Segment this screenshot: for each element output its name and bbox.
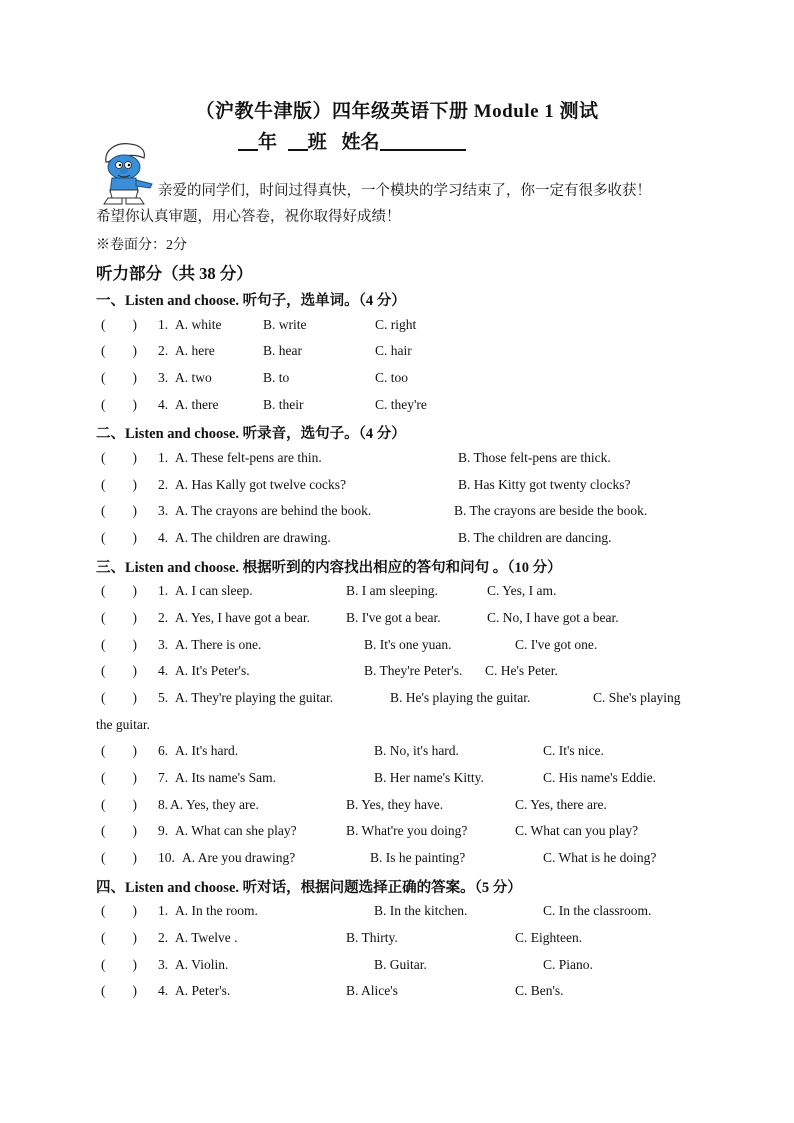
section-4-title: 四、Listen and choose. 听对话，根据问题选择正确的答案。（5 分） (96, 880, 522, 896)
option-c: C. they're (375, 397, 427, 412)
section-2-title: 二、Listen and choose. 听录音，选句子。（4 分） (96, 426, 406, 442)
option-c: C. She's playing (593, 690, 681, 705)
question-number: 1. (158, 583, 169, 598)
option-c: C. He's Peter. (485, 663, 558, 678)
question-number: 3. (158, 637, 169, 652)
answer-parentheses[interactable]: ( ) (101, 903, 137, 918)
option-b: B. Guitar. (374, 957, 427, 972)
answer-parentheses[interactable]: ( ) (101, 770, 137, 785)
question-row (0, 450, 794, 470)
question-number: 3. (158, 503, 169, 518)
question-row (0, 770, 794, 790)
question-row (0, 957, 794, 977)
question-row (0, 343, 794, 363)
option-b: B. The children are dancing. (458, 530, 612, 545)
listening-part-title: 听力部分（共 38 分） (96, 264, 253, 283)
option-c: C. In the classroom. (543, 903, 652, 918)
answer-parentheses[interactable]: ( ) (101, 663, 137, 678)
option-a: A. Its name's Sam. (175, 770, 277, 785)
answer-parentheses[interactable]: ( ) (101, 823, 137, 838)
option-b: B. write (263, 317, 307, 332)
option-a: A. Violin. (175, 957, 229, 972)
answer-parentheses[interactable]: ( ) (101, 370, 137, 385)
answer-parentheses[interactable]: ( ) (101, 930, 137, 945)
option-a: A. Are you drawing? (182, 850, 296, 865)
grade-label: 年 (258, 132, 278, 153)
question-number: 4. (158, 530, 169, 545)
question-row (0, 397, 794, 417)
question-number: 5. (158, 690, 169, 705)
answer-parentheses[interactable]: ( ) (101, 637, 137, 652)
question-number: 9. (158, 823, 169, 838)
option-b: B. their (263, 397, 304, 412)
answer-parentheses[interactable]: ( ) (101, 503, 137, 518)
option-b: B. They're Peter's. (364, 663, 463, 678)
answer-parentheses[interactable]: ( ) (101, 477, 137, 492)
question-number: 1. (158, 450, 169, 465)
option-a: A. These felt-pens are thin. (175, 450, 322, 465)
option-c: C. Yes, I am. (487, 583, 557, 598)
option-c: C. Yes, there are. (515, 797, 607, 812)
question-row (0, 930, 794, 950)
answer-parentheses[interactable]: ( ) (101, 343, 137, 358)
question-row (0, 903, 794, 923)
question-number: 10. (158, 850, 175, 865)
question-number: 2. (158, 930, 169, 945)
option-c: C. No, I have got a bear. (487, 610, 619, 625)
question-row-continued (0, 717, 794, 737)
option-c: C. What can you play? (515, 823, 639, 838)
question-number: 4. (158, 397, 169, 412)
option-c: C. too (375, 370, 409, 385)
option-a: A. It's Peter's. (175, 663, 250, 678)
option-b: B. No, it's hard. (374, 743, 459, 758)
neatness-score-note: ※卷面分：2分 (96, 238, 187, 253)
option-a: A. They're playing the guitar. (175, 690, 334, 705)
option-c: C. Eighteen. (515, 930, 583, 945)
option-b: B. I am sleeping. (346, 583, 438, 598)
option-b: B. I've got a bear. (346, 610, 441, 625)
question-number: 6. (158, 743, 169, 758)
answer-parentheses[interactable]: ( ) (101, 397, 137, 412)
option-c-continued: the guitar. (96, 717, 150, 732)
student-info-line (238, 127, 466, 154)
answer-parentheses[interactable]: ( ) (101, 797, 137, 812)
answer-parentheses[interactable]: ( ) (101, 317, 137, 332)
question-row (0, 317, 794, 337)
name-blank[interactable] (380, 131, 466, 151)
option-c: C. It's nice. (543, 743, 604, 758)
smurf-mascot-icon (96, 140, 156, 206)
option-b: B. It's one yuan. (364, 637, 452, 652)
question-row (0, 823, 794, 843)
class-blank[interactable] (288, 131, 308, 151)
option-c: C. What is he doing? (543, 850, 657, 865)
answer-parentheses[interactable]: ( ) (101, 743, 137, 758)
answer-parentheses[interactable]: ( ) (101, 583, 137, 598)
intro-text: 亲爱的同学们，时间过得真快，一个模块的学习结束了，你一定有很多收获！ (158, 183, 651, 199)
question-row (0, 983, 794, 1003)
question-row (0, 637, 794, 657)
option-b: B. The crayons are beside the book. (454, 503, 648, 518)
option-a: A. here (175, 343, 215, 358)
option-a: A. there (175, 397, 219, 412)
question-number: 8. (158, 797, 169, 812)
question-row (0, 797, 794, 817)
question-number: 4. (158, 983, 169, 998)
option-a: A. It's hard. (175, 743, 239, 758)
option-b: B. He's playing the guitar. (390, 690, 531, 705)
option-c: C. hair (375, 343, 412, 358)
option-c: C. I've got one. (515, 637, 598, 652)
option-b: B. to (263, 370, 290, 385)
question-row (0, 743, 794, 763)
section-1-title: 一、Listen and choose. 听句子，选单词。（4 分） (96, 293, 406, 309)
question-row (0, 530, 794, 550)
option-c: C. Piano. (543, 957, 593, 972)
option-c: C. His name's Eddie. (543, 770, 657, 785)
option-a: A. Peter's. (175, 983, 231, 998)
answer-parentheses[interactable]: ( ) (101, 610, 137, 625)
option-b: B. Has Kitty got twenty clocks? (458, 477, 631, 492)
question-row (0, 850, 794, 870)
question-row (0, 663, 794, 683)
option-a: A. Has Kally got twelve cocks? (175, 477, 346, 492)
option-a: A. I can sleep. (175, 583, 253, 598)
answer-parentheses[interactable]: ( ) (101, 957, 137, 972)
option-a: A. What can she play? (175, 823, 297, 838)
option-a: A. two (175, 370, 212, 385)
answer-parentheses[interactable]: ( ) (101, 983, 137, 998)
option-c: C. right (375, 317, 417, 332)
section-3-title: 三、Listen and choose. 根据听到的内容找出相应的答句和问句 。（10 分） (96, 560, 562, 576)
option-b: B. Alice's (346, 983, 398, 998)
question-number: 1. (158, 903, 169, 918)
option-a: A. There is one. (175, 637, 262, 652)
option-a: A. Yes, they are. (170, 797, 259, 812)
question-row (0, 370, 794, 390)
grade-blank[interactable] (238, 131, 258, 151)
question-row (0, 583, 794, 603)
question-number: 4. (158, 663, 169, 678)
option-a: A. The crayons are behind the book. (175, 503, 372, 518)
question-number: 3. (158, 957, 169, 972)
exam-title: （沪教牛津版）四年级英语下册 Module 1 测试 (195, 101, 599, 122)
class-label: 班 (307, 132, 327, 153)
question-number: 2. (158, 477, 169, 492)
option-b: B. In the kitchen. (374, 903, 468, 918)
question-number: 2. (158, 610, 169, 625)
question-row (0, 610, 794, 630)
question-number: 1. (158, 317, 169, 332)
option-b: B. Is he painting? (370, 850, 466, 865)
answer-parentheses[interactable]: ( ) (101, 850, 137, 865)
option-b: B. Those felt-pens are thick. (458, 450, 611, 465)
question-row (0, 477, 794, 497)
option-b: B. What're you doing? (346, 823, 468, 838)
option-a: A. Twelve . (175, 930, 238, 945)
option-b: B. Yes, they have. (346, 797, 444, 812)
intro-text-continued: 希望你认真审题，用心答卷，祝你取得好成绩！ (96, 209, 401, 225)
option-a: A. white (175, 317, 222, 332)
option-a: A. In the room. (175, 903, 258, 918)
answer-parentheses[interactable]: ( ) (101, 690, 137, 705)
option-a: A. Yes, I have got a bear. (175, 610, 310, 625)
question-number: 3. (158, 370, 169, 385)
answer-parentheses[interactable]: ( ) (101, 450, 137, 465)
question-row (0, 690, 794, 710)
option-c: C. Ben's. (515, 983, 564, 998)
answer-parentheses[interactable]: ( ) (101, 530, 137, 545)
option-b: B. Thirty. (346, 930, 398, 945)
option-b: B. Her name's Kitty. (374, 770, 484, 785)
question-row (0, 503, 794, 523)
question-number: 2. (158, 343, 169, 358)
option-b: B. hear (263, 343, 302, 358)
name-label: 姓名 (341, 132, 380, 153)
question-number: 7. (158, 770, 169, 785)
option-a: A. The children are drawing. (175, 530, 331, 545)
